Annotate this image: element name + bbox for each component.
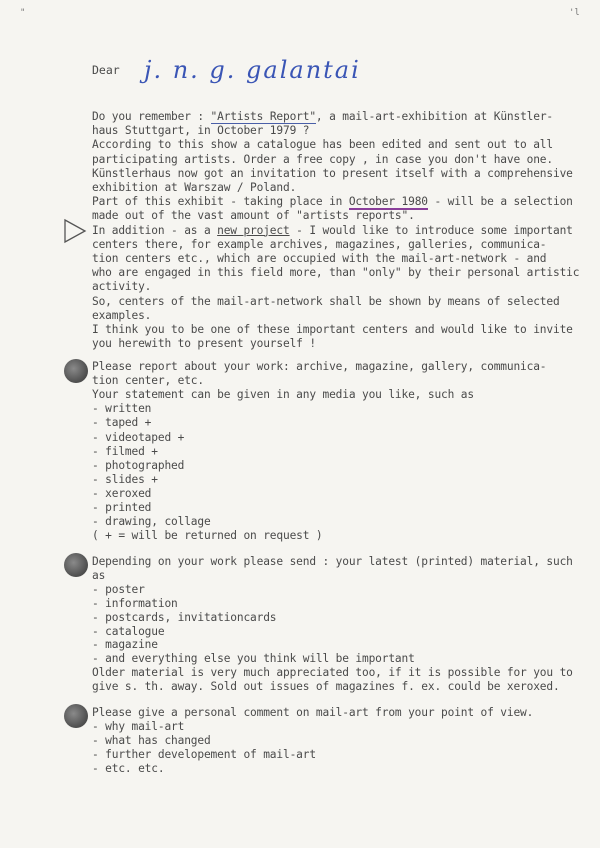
- text-line: - and everything else you think will be important: [92, 652, 415, 666]
- text-line: Please report about your work: archive, magazine, gallery, communica-: [92, 360, 547, 373]
- text-line: [92, 153, 553, 167]
- text-segment: made out of the vast amount of "artists reports".: [92, 209, 415, 223]
- text-line: [92, 337, 316, 351]
- text-segment: In addition - as a: [92, 223, 218, 237]
- text-segment: activity.: [92, 280, 152, 294]
- text-segment: Part of this exhibit - taking place in: [92, 195, 349, 209]
- text-line: - written: [92, 402, 152, 416]
- corner-mark-left: ": [20, 8, 26, 18]
- handwritten-salutation: j. n. g. galantai: [144, 56, 361, 84]
- text-segment: Künstlerhaus now got an invitation to present itself with a comprehensive: [92, 166, 573, 180]
- text-line: [92, 309, 151, 323]
- text-line: - postcards, invitationcards: [92, 610, 277, 624]
- text-segment: examples.: [92, 308, 152, 322]
- text-line: [92, 195, 573, 209]
- text-segment: participating artists. Order a free copy , in case you don't have one.: [92, 152, 553, 166]
- text-segment: Do you remember :: [92, 110, 211, 123]
- text-line: Older material is very much appreciated too, if it is possible for you to: [92, 666, 573, 680]
- text-line: - further developement of mail-art: [92, 748, 316, 761]
- text-line: [92, 238, 546, 252]
- triangle-pointer-icon: [63, 218, 87, 244]
- text-line: - slides +: [92, 472, 158, 486]
- text-line: ( + = will be returned on request ): [92, 529, 323, 543]
- text-line: - drawing, collage: [92, 515, 211, 529]
- text-line: [92, 266, 579, 280]
- greeting: Dear: [92, 63, 120, 77]
- bullet-dot-icon: [64, 704, 88, 728]
- bullet-dot-icon: [64, 553, 88, 577]
- text-line: - catalogue: [92, 624, 165, 638]
- text-line: - information: [92, 596, 178, 610]
- text-line: [92, 209, 415, 223]
- text-line: [92, 280, 151, 294]
- text-line: give s. th. away. Sold out issues of magazines f. ex. could be xeroxed.: [92, 680, 560, 694]
- text-line: tion center, etc.: [92, 374, 204, 388]
- text-segment: I think you to be one of these important centers and would like to invite: [92, 323, 573, 336]
- text-segment: haus Stuttgart, in October 1979 ?: [92, 124, 310, 138]
- text-segment: So, centers of the mail-art-network shall be shown by means of selected: [92, 294, 560, 308]
- text-line: - etc. etc.: [92, 762, 165, 775]
- text-line: [92, 252, 546, 266]
- text-line: - photographed: [92, 458, 185, 472]
- text-line: - magazine: [92, 638, 158, 652]
- text-segment: you herewith to present yourself !: [92, 337, 316, 351]
- text-line: - taped +: [92, 416, 152, 430]
- text-segment: - I would like to introduce some important: [289, 223, 573, 237]
- text-line: as: [92, 568, 106, 582]
- text-segment: tion centers etc., which are occupied with the mail-art-network - and: [92, 252, 547, 265]
- underlined-text: "Artists Report": [210, 110, 316, 123]
- corner-mark-right: 'l: [569, 8, 580, 18]
- text-line: - printed: [92, 501, 152, 514]
- text-line: - filmed +: [92, 444, 158, 458]
- text-line: [92, 323, 573, 337]
- text-line: - why mail-art: [92, 720, 185, 733]
- text-line: [92, 124, 309, 138]
- text-line: - poster: [92, 582, 145, 596]
- text-line: - videotaped +: [92, 430, 185, 444]
- text-line: - what has changed: [92, 734, 211, 747]
- text-segment: exhibition at Warszaw / Poland.: [92, 181, 297, 194]
- text-line: [92, 224, 573, 238]
- text-line: [92, 167, 573, 181]
- underlined-text: October 1980: [348, 195, 428, 209]
- text-segment: - will be a selection: [427, 195, 573, 209]
- text-segment: centers there, for example archives, magazines, galleries, communica-: [92, 237, 547, 251]
- underlined-text: new project: [217, 223, 290, 237]
- text-segment: According to this show a catalogue has been edited and sent out to all: [92, 138, 553, 152]
- text-line: [92, 110, 553, 124]
- text-line: Please give a personal comment on mail-art from your point of view.: [92, 706, 534, 719]
- text-line: [92, 181, 296, 195]
- text-line: Your statement can be given in any media you like, such as: [92, 388, 474, 402]
- text-line: - xeroxed: [92, 486, 152, 500]
- text-line: [92, 295, 560, 309]
- bullet-dot-icon: [64, 359, 88, 383]
- text-line: Depending on your work please send : your latest (printed) material, such: [92, 555, 573, 568]
- text-segment: , a mail-art-exhibition at Künstler-: [315, 110, 553, 123]
- text-line: [92, 138, 553, 152]
- text-segment: who are engaged in this field more, than "only" by their personal artistic: [92, 266, 580, 280]
